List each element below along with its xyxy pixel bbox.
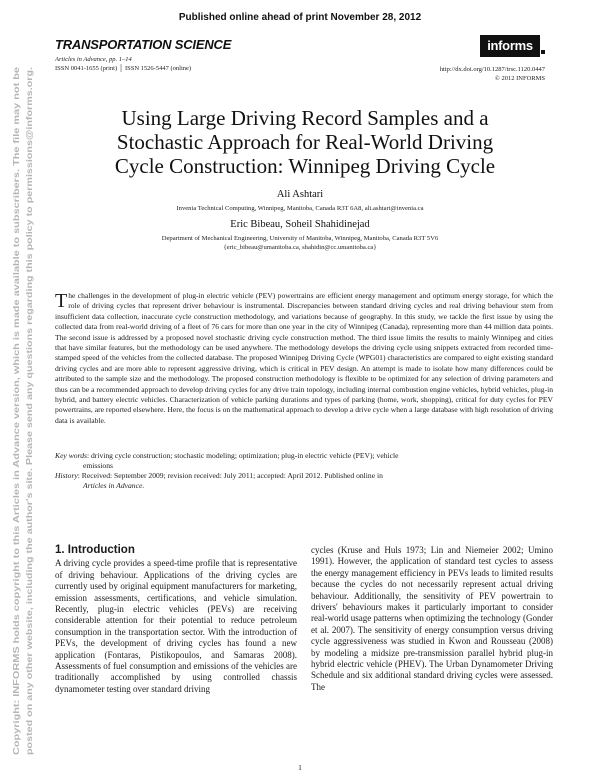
abstract-body: he challenges in the development of plug-in electric vehicle (PEV) powertrains are efficient energy management and optimum energy storage, for which the role of driving cycles that represent driver behaviour is instrumental. Discrepancies between standard driving cycles and real driving behaviour stem from insufficient data collection, inaccurate cycle construction methodology, and variations because of geography. In this study, we tackle the first issue by using the collected data from real-world driving of a fleet of 76 cars for more than one year in the city of Winnipeg (Canada), representing more than 44 million data points. The second issue is addressed by a proposed novel stochastic driving cycle construction method. The third issue limits the results to mainly Winnipeg and cities that have similar features, but the methodology can be used anywhere. The methodology develops the driving cycle using snippets extracted from recorded time-stamped speed of the vehicles from the collected database. The proposed Winnipeg Driving Cycle (WPG01) characteristics are compared to eight existing standard driving cycles and are more able to represent aggressive driving, which is critical in PEV design. An attempt is made to isolate how many differences could be attributed to the sample size and the methodology. The proposed construction methodology is flexible to be optimized for any selection of driving parameters and thus can be a recommended approach to develop driving cycles for any drive train topology, including internal combustion engine vehicles, hybrid vehicles, plug-in hybrid, and battery electric vehicles. Characterization of vehicle parking durations and types of parking (home, work, shopping), critical for duty cycles for PEV powertrains, are reported elsewhere. Here, the focus is on the mathematical approach to develop a drive cycle when a large database with high resolution of driving data is available. — [55, 291, 553, 425]
history-text: : Received: September 2009; revision received: July 2011; accepted: April 2012. Published online in — [77, 471, 383, 480]
keywords — [55, 451, 553, 471]
keywords-continued: emissions — [83, 461, 113, 470]
history-label: History — [55, 471, 78, 480]
intro-paragraph-left: A driving cycle provides a speed-time profile that is representative of driving behaviour. Applications of the driving cycles are currently used by original equipment manufacturers for marketing, emission assessments, certifications, and vehicle simulation. Recently, plug-in electric vehicles (PEVs) are receiving considerable attention for their potential to reduce petroleum consumption in the transportation sector. With the introduction of PEVs, the development of driving cycles has found a new application (Fontaras, Pistikopoulos, and Samaras 2008). Assessments of fuel consumption and emissions of the vehicles are traditionally accomplished by using controlled chassis dynamometer testing over standard driving — [55, 558, 297, 694]
title-line: Cycle Construction: Winnipeg Driving Cycle — [114, 154, 496, 178]
keywords-label: Key words — [55, 451, 87, 460]
journal-name: TRANSPORTATION SCIENCE — [55, 37, 232, 52]
abstract — [55, 291, 553, 426]
title-line: Using Large Driving Record Samples and a — [121, 106, 489, 130]
section-heading-introduction: 1. Introduction — [55, 544, 135, 556]
issn: ISSN 0041-1655 (print) │ ISSN 1526-5447 (online) — [55, 65, 192, 72]
copyright-notice: © 2012 INFORMS — [494, 75, 545, 82]
published-banner: Published online ahead of print November 28, 2012 — [178, 12, 422, 23]
history — [55, 471, 553, 491]
authors-bibeau-shahidinejad: Eric Bibeau, Soheil Shahidinejad — [230, 219, 370, 230]
abstract-dropcap: T — [55, 290, 68, 312]
title-line: Stochastic Approach for Real-World Driving — [116, 130, 494, 154]
affiliation-manitoba: Department of Mechanical Engineering, University of Manitoba, Winnipeg, Manitoba, Canada R3T 5V6 — [161, 235, 439, 242]
author-ashtari: Ali Ashtari — [276, 189, 324, 200]
sidebar-line-1: Copyright: INFORMS holds copyright to this Articles in Advance version, which is made available to subscribers. The file may not be — [11, 219, 21, 755]
articles-in-advance: Articles in Advance, pp. 1–14 — [55, 56, 132, 63]
doi-link[interactable]: http://dx.doi.org/10.1287/trsc.1120.0447 — [439, 66, 545, 73]
keywords-text: : driving cycle construction; stochastic modeling; optimization; plug-in electric vehicle (PEV); vehicle — [87, 451, 399, 460]
right-column — [311, 545, 553, 693]
affiliation-invenia: Invenia Technical Computing, Winnipeg, Manitoba, Canada R3T 6A8, ali.ashtari@invenia.ca — [176, 205, 424, 212]
informs-logo: informs — [480, 35, 540, 57]
page-number: 1 — [298, 763, 302, 772]
left-column — [55, 545, 297, 695]
intro-paragraph-right: cycles (Kruse and Huls 1973; Lin and Niemeier 2002; Umino 1991). However, the application of standard test cycles to assess the energy management efficiency in PEVs leads to limited results because the cycles do not necessarily represent actual driving behaviour. Additionally, the sensitivity of PEV powertrain to drivers' behaviours makes it particularly important to consider real-world usage patterns when optimizing the technology (Gonder et al. 2007). The sensitivity of energy consumption versus driving cycle aggressiveness was studied in Kwon and Rousseau (2008) by modeling a midsize pre-transmission parallel hybrid plug-in hybrid electric vehicle (PHEV). The Urban Dynamometer Driving Schedule and six additional standard driving cycles were assessed. The — [311, 545, 553, 692]
copyright-sidebar — [5, 65, 41, 755]
history-continued: Articles in Advance. — [83, 481, 145, 490]
author-emails: {eric_bibeau@umanitoba.ca, shahidin@cc.umanitoba.ca} — [223, 244, 377, 251]
sidebar-line-2: posted on any other website, including the author's site. Please send any questions regarding this policy to permissions@informs.org. — [24, 210, 34, 755]
article-title — [70, 106, 540, 178]
logo-dot — [541, 50, 545, 54]
